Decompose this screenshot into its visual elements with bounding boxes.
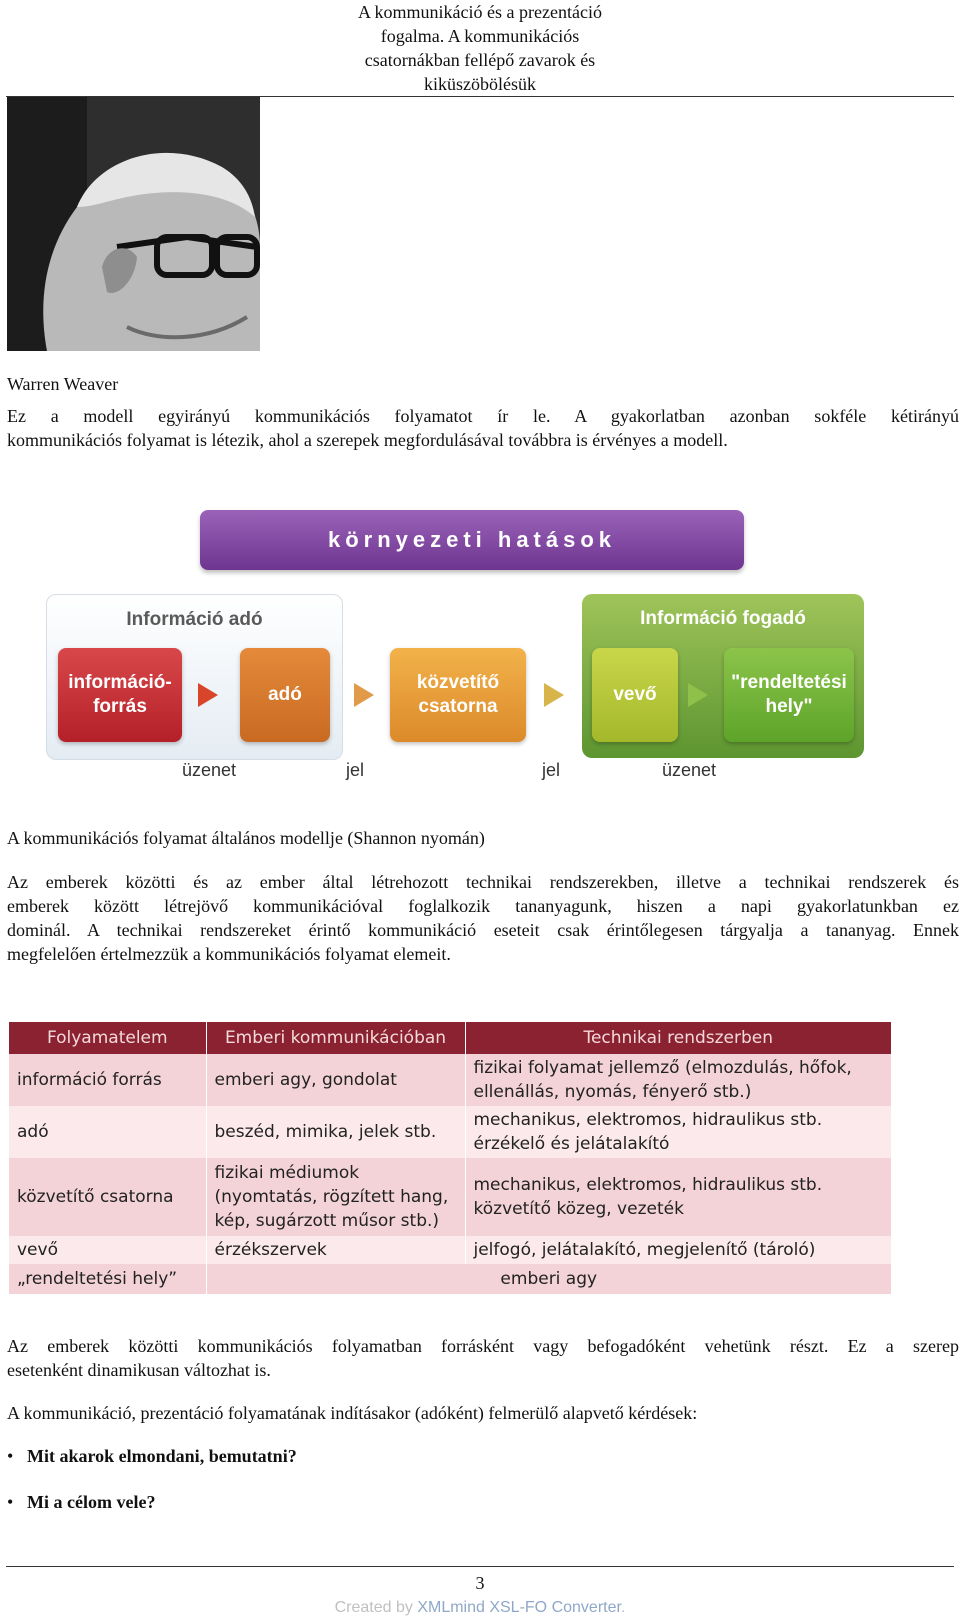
credit-link[interactable]: XMLmind XSL-FO Converter: [417, 1599, 621, 1616]
text-line: esetenként dinamikusan változhat is.: [7, 1360, 271, 1380]
table-cell: fizikai médiumok (nyomtatás, rögzített hang, kép, sugárzott műsor stb.): [206, 1158, 465, 1236]
paragraph-model-direction: [7, 404, 959, 452]
text-line: megfelelően értelmezzük a kommunikációs folyamat elemeit.: [7, 944, 451, 964]
arrow-right-icon: [198, 683, 218, 707]
diagram-caption: [7, 826, 959, 850]
credit-suffix: .: [620, 1599, 626, 1616]
receiver-group-title: Információ fogadó: [640, 608, 806, 629]
table-row: [9, 1264, 891, 1294]
table-cell: érzékszervek: [206, 1236, 465, 1264]
environment-bar: környezeti hatások: [200, 510, 744, 570]
table-row: [9, 1236, 891, 1264]
credit-prefix: Created by: [334, 1599, 418, 1616]
text-line: Az emberek közötti és az ember által létrehozott technikai rendszerekben, illetve a technikai rendszerek és: [7, 872, 959, 892]
footer-divider: [6, 1566, 954, 1567]
table-cell: mechanikus, elektromos, hidraulikus stb. érzékelő és jelátalakító: [465, 1106, 891, 1158]
text-line: emberek között létrejövő kommunikációval foglalkozik tananyagunk, hiszen a napi gyakorlatunkban ez: [7, 896, 959, 916]
paragraph-roles: [7, 1334, 959, 1382]
table-cell: emberi agy, gondolat: [206, 1054, 465, 1106]
converter-credit: [0, 1599, 960, 1617]
box-receiver: vevő: [592, 648, 678, 742]
caption-text: A kommunikációs folyamat általános modellje (Shannon nyomán): [7, 828, 485, 848]
label-signal: jel: [346, 760, 365, 780]
header-line: A kommunikáció és a prezentáció: [358, 2, 602, 22]
bullet-icon: •: [7, 1446, 14, 1466]
list-item: [7, 1492, 155, 1513]
table-row: [9, 1106, 891, 1158]
box-sender: adó: [240, 648, 330, 742]
label-signal: jel: [542, 760, 561, 780]
text-line: Ez a modell egyirányú kommunikációs folyamatot ír le. A gyakorlatban azonban sokféle kétirányú: [7, 406, 959, 426]
page-number: 3: [475, 1573, 485, 1593]
shannon-model-diagram: [36, 500, 896, 820]
portrait-caption: Warren Weaver: [7, 374, 119, 394]
arrow-right-icon: [354, 683, 374, 707]
text-line: Az emberek közötti kommunikációs folyamatban forrásként vagy befogadóként vehetünk részt. Ez a szerep: [7, 1336, 959, 1356]
paragraph-scope: [7, 870, 959, 966]
header-line: fogalma. A kommunikációs: [380, 26, 580, 46]
table-header: Technikai rendszerben: [465, 1022, 891, 1054]
running-header: [310, 0, 650, 96]
table-cell: „rendeltetési hely”: [9, 1264, 206, 1294]
text-line: A kommunikáció, prezentáció folyamatának indításakor (adóként) felmerülő alapvető kérdések:: [7, 1403, 698, 1423]
table-header: Folyamatelem: [9, 1022, 206, 1054]
portrait-photo: [7, 97, 260, 351]
process-elements-table: [9, 1022, 891, 1302]
table-cell: fizikai folyamat jellemző (elmozdulás, hőfok, ellenállás, nyomás, fényerő stb.): [465, 1054, 891, 1106]
bullet-icon: •: [7, 1492, 14, 1512]
table-cell: vevő: [9, 1236, 206, 1264]
table-cell: információ forrás: [9, 1054, 206, 1106]
table-cell: közvetítő csatorna: [9, 1158, 206, 1236]
text-line: kommunikációs folyamat is létezik, ahol a szerepek megfordulásával továbbra is érvényes a modell.: [7, 430, 728, 450]
table-header: Emberi kommunikációban: [206, 1022, 465, 1054]
box-destination: "rendeltetési hely": [724, 648, 854, 742]
table-row: [9, 1158, 891, 1236]
box-channel: közvetítő csatorna: [390, 648, 526, 742]
list-item-text: Mi a célom vele?: [27, 1492, 156, 1512]
paragraph-questions-intro: [7, 1401, 959, 1425]
table-cell: mechanikus, elektromos, hidraulikus stb. közvetítő közeg, vezeték: [465, 1158, 891, 1236]
header-line: csatornákban fellépő zavarok és: [364, 50, 596, 70]
table-row: [9, 1054, 891, 1106]
label-message: üzenet: [182, 760, 237, 780]
box-information-source: információ- forrás: [58, 648, 182, 742]
list-item-text: Mit akarok elmondani, bemutatni?: [27, 1446, 297, 1466]
sender-group-title: Információ adó: [126, 609, 263, 630]
table-cell: jelfogó, jelátalakító, megjelenítő (tároló): [465, 1236, 891, 1264]
label-message: üzenet: [662, 760, 717, 780]
arrow-right-icon: [688, 683, 708, 707]
arrow-right-icon: [544, 683, 564, 707]
text-line: dominál. A technikai rendszereket érintő kommunikáció eseteit csak érintőlegesen tárgyalja a tananyag. Ennek: [7, 920, 959, 940]
table-cell: emberi agy: [206, 1264, 891, 1294]
list-item: [7, 1446, 297, 1467]
table-cell: beszéd, mimika, jelek stb.: [206, 1106, 465, 1158]
header-line: kiküszöbölésük: [424, 74, 536, 94]
table-cell: adó: [9, 1106, 206, 1158]
